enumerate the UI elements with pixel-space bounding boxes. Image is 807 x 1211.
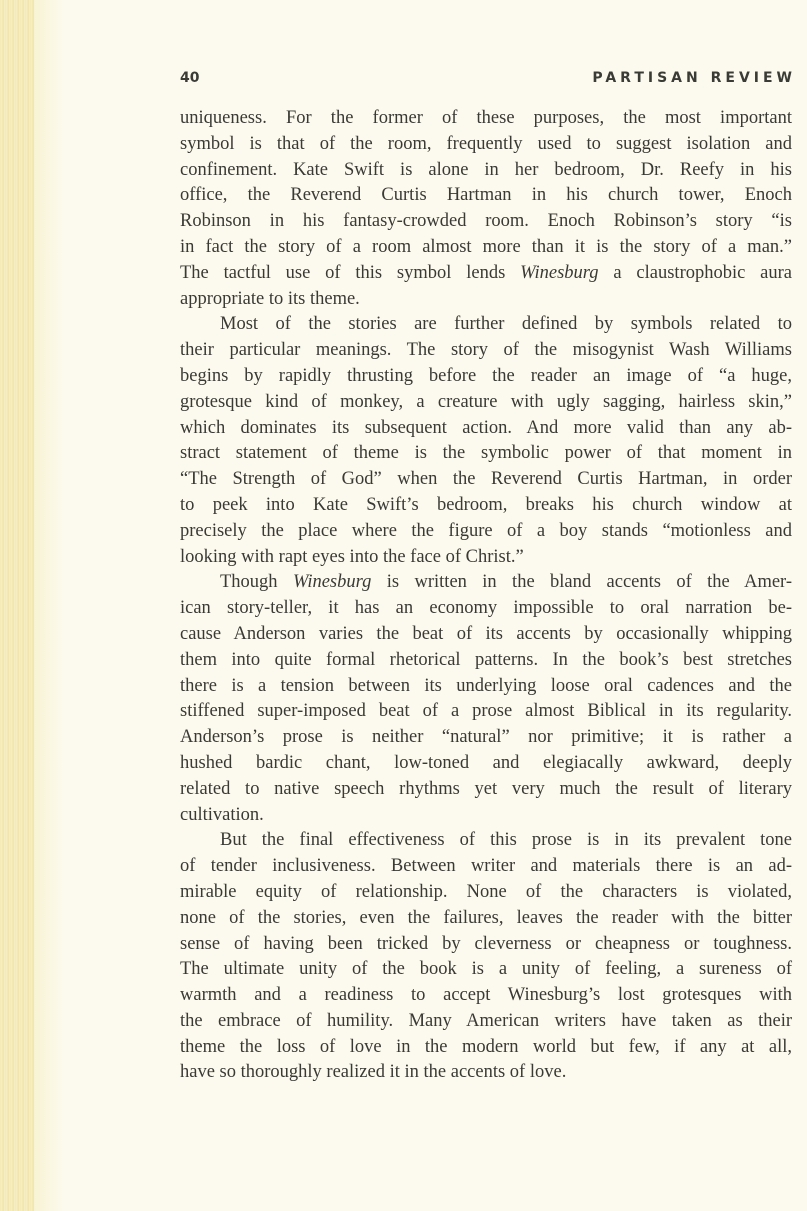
page-number: 40 xyxy=(180,70,200,86)
text-segment: begins by rapidly thrusting before the reader an image of “a huge, xyxy=(180,365,792,386)
text-line xyxy=(180,467,792,493)
text-segment: in fact the story of a room almost more than it is the story of a man.” xyxy=(180,236,792,257)
paragraph xyxy=(180,312,792,570)
text-segment: symbol is that of the room, frequently used to suggest isolation and xyxy=(180,133,792,154)
text-segment: theme the loss of love in the modern world but few, if any at all, xyxy=(180,1036,792,1057)
text-line xyxy=(180,209,792,235)
text-line xyxy=(180,880,792,906)
text-segment: there is a tension between its underlying loose oral cadences and the xyxy=(180,675,792,696)
paragraph xyxy=(180,828,792,1086)
text-segment: them into quite formal rhetorical patterns. In the book’s best stretches xyxy=(180,649,792,670)
text-line xyxy=(180,287,792,313)
text-segment: warmth and a readiness to accept Winesburg’s lost grotesques with xyxy=(180,985,792,1006)
text-segment: is written in the bland accents of the Amer- xyxy=(371,572,792,593)
text-segment: looking with rapt eyes into the face of Christ.” xyxy=(180,546,524,567)
text-line xyxy=(180,854,792,880)
text-line xyxy=(180,519,792,545)
text-line xyxy=(180,545,792,571)
text-segment: the embrace of humility. Many American writers have taken as their xyxy=(180,1010,792,1031)
text-line xyxy=(180,364,792,390)
italic-title: Winesburg xyxy=(520,262,599,283)
text-segment: their particular meanings. The story of the misogynist Wash Williams xyxy=(180,340,792,361)
text-segment: Robinson in his fantasy-crowded room. Enoch Robinson’s story “is xyxy=(180,211,792,232)
text-line xyxy=(180,132,792,158)
text-segment: precisely the place where the figure of a boy stands “motionless and xyxy=(180,520,792,541)
page-gutter-shadow xyxy=(34,0,64,1211)
text-line xyxy=(180,674,792,700)
text-line xyxy=(180,158,792,184)
text-line xyxy=(180,983,792,1009)
text-line xyxy=(180,648,792,674)
running-header xyxy=(180,70,796,94)
text-segment: related to native speech rhythms yet very much the result of literary xyxy=(180,778,792,799)
text-line xyxy=(180,596,792,622)
text-line xyxy=(180,622,792,648)
text-segment: mirable equity of relationship. None of the characters is violated, xyxy=(180,881,792,902)
text-line xyxy=(180,906,792,932)
text-line xyxy=(180,261,792,287)
text-segment: cause Anderson varies the beat of its accents by occasionally whipping xyxy=(180,623,792,644)
text-segment: stiffened super-imposed beat of a prose almost Biblical in its regularity. xyxy=(180,701,792,722)
text-segment: stract statement of theme is the symbolic power of that moment in xyxy=(180,443,792,464)
text-line xyxy=(180,441,792,467)
text-line xyxy=(180,1009,792,1035)
text-segment: The tactful use of this symbol lends xyxy=(180,262,521,283)
text-segment: Though xyxy=(220,572,293,593)
text-line xyxy=(180,235,792,261)
text-line xyxy=(180,312,792,338)
text-line xyxy=(180,390,792,416)
text-line xyxy=(180,828,792,854)
text-line xyxy=(180,416,792,442)
journal-title: PARTISAN REVIEW xyxy=(592,70,796,86)
text-segment: a claustrophobic aura xyxy=(598,262,792,283)
text-segment: confinement. Kate Swift is alone in her bedroom, Dr. Reefy in his xyxy=(180,159,792,180)
text-segment: But the final effectiveness of this prose is in its prevalent tone xyxy=(220,830,792,851)
text-line xyxy=(180,106,792,132)
text-line xyxy=(180,751,792,777)
text-line xyxy=(180,803,792,829)
text-line xyxy=(180,338,792,364)
paragraph xyxy=(180,570,792,828)
text-segment: of tender inclusiveness. Between writer and materials there is an ad- xyxy=(180,856,792,877)
paragraph xyxy=(180,106,792,312)
text-segment: to peek into Kate Swift’s bedroom, breaks his church window at xyxy=(180,494,792,515)
text-line xyxy=(180,183,792,209)
text-line xyxy=(180,932,792,958)
text-line xyxy=(180,493,792,519)
text-line xyxy=(180,777,792,803)
text-segment: sense of having been tricked by cleverness or cheapness or toughness. xyxy=(180,933,792,954)
text-line xyxy=(180,725,792,751)
text-line xyxy=(180,957,792,983)
page-binding-edge xyxy=(0,0,34,1211)
text-segment: ican story-teller, it has an economy impossible to oral narration be- xyxy=(180,598,792,619)
article-body xyxy=(180,106,792,1086)
text-segment: grotesque kind of monkey, a creature with ugly sagging, hairless skin,” xyxy=(180,391,792,412)
text-segment: have so thoroughly realized it in the accents of love. xyxy=(180,1062,567,1083)
text-segment: which dominates its subsequent action. And more valid than any ab- xyxy=(180,417,792,438)
text-segment: office, the Reverend Curtis Hartman in his church tower, Enoch xyxy=(180,185,792,206)
text-segment: hushed bardic chant, low-toned and elegiacally awkward, deeply xyxy=(180,752,792,773)
text-segment: Anderson’s prose is neither “natural” nor primitive; it is rather a xyxy=(180,727,792,748)
text-segment: uniqueness. For the former of these purposes, the most important xyxy=(180,108,792,128)
text-segment: “The Strength of God” when the Reverend Curtis Hartman, in order xyxy=(180,469,792,490)
italic-title: Winesburg xyxy=(292,572,372,593)
text-line xyxy=(180,570,792,596)
text-line xyxy=(180,1035,792,1061)
text-segment: appropriate to its theme. xyxy=(180,288,360,309)
text-segment: none of the stories, even the failures, leaves the reader with the bitter xyxy=(180,907,792,928)
text-segment: The ultimate unity of the book is a unity of feeling, a sureness of xyxy=(180,959,792,980)
text-line xyxy=(180,1060,792,1086)
text-line xyxy=(180,699,792,725)
text-segment: Most of the stories are further defined by symbols related to xyxy=(220,314,792,335)
text-segment: cultivation. xyxy=(180,804,264,825)
